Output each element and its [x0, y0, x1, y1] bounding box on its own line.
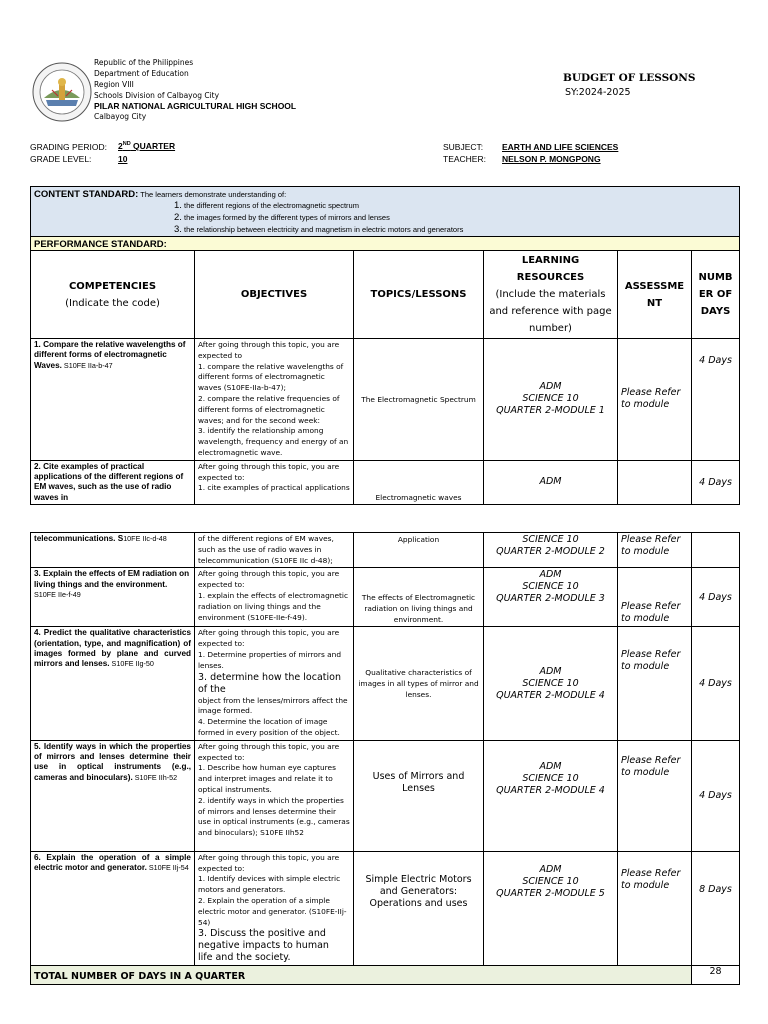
table-row [31, 568, 740, 627]
objective-cell: After going through this topic, you are expected to: 1. explain the effects of electromagnetic radiation on living things and the environment (S10FE-IIe-f-49). [195, 568, 354, 627]
total-days-value: 28 [692, 966, 740, 985]
competency-cell: 2. Cite examples of practical applications of the different regions of EM waves, such as the use of radio waves in [31, 460, 195, 504]
competency-cell: telecommunications. S10FE IIc-d-48 [31, 533, 195, 568]
header-assessment: ASSESSME NT [618, 251, 692, 339]
assessment-cell: Please Refer to module [618, 627, 692, 740]
teacher-value: NELSON P. MONGPONG [502, 154, 601, 164]
assessment-cell: Please Refer to module [618, 533, 692, 568]
assessment-cell: Please Refer to module [618, 851, 692, 966]
days-cell: 4 Days [692, 568, 740, 627]
resource-cell: ADM [484, 460, 618, 504]
school-seal [32, 62, 92, 122]
objective-cell: After going through this topic, you are expected to: 1. cite examples of practical applications [195, 460, 354, 504]
competency-cell: 1. Compare the relative wavelengths of different forms of electromagnetic Waves. S10FE IIa-b-47 [31, 339, 195, 461]
days-cell: 4 Days [692, 740, 740, 851]
grading-period-value: 2ND QUARTER [118, 141, 176, 151]
objective-cell: After going through this topic, you are expected to: 1. Describe how human eye captures and interpret images and relate it to optical instruments. 2. identify ways in which the properties of mirrors and lenses determine their use in optical instruments (e.g., cameras and binoculars); S10FE IIh52 [195, 740, 354, 851]
division-line: Schools Division of Calbayog City [94, 91, 220, 100]
assessment-cell: Please Refer to module [618, 339, 692, 461]
topic-cell: Electromagnetic waves [354, 460, 484, 504]
resource-cell: ADM SCIENCE 10 QUARTER 2-MODULE 4 [484, 740, 618, 851]
table-row [31, 460, 740, 504]
total-row [31, 966, 740, 985]
header-competencies: COMPETENCIES (Indicate the code) [31, 251, 195, 339]
grading-period-row [30, 142, 107, 152]
header-resources: LEARNING RESOURCES (Include the materials and reference with page number) [484, 251, 618, 339]
competency-cell: 6. Explain the operation of a simple electric motor and generator. S10FE IIj-54 [31, 851, 195, 966]
content-standard-item: 1. the different regions of the electromagnetic spectrum [174, 200, 359, 211]
performance-standard-label: PERFORMANCE STANDARD: [34, 239, 167, 250]
department-line: Department of Education [94, 69, 189, 78]
objective-cell: After going through this topic, you are expected to: 1. Identify devices with simple electric motors and generators. 2. Explain the operation of a simple electric motor and generator. (S10FE-IIj- 54) 3. Discuss the positive and negative impacts to human life and the society. [195, 851, 354, 966]
budget-table-part1 [30, 186, 740, 505]
school-year: SY:2024-2025 [565, 87, 631, 98]
content-standard-item: 3. the relationship between electricity and magnetism in electric motors and generators [174, 224, 464, 235]
grade-level-label: GRADE LEVEL: [30, 154, 92, 164]
objective-cell: of the different regions of EM waves, such as the use of radio waves in telecommunication (S10FE IIc d-48); [195, 533, 354, 568]
republic-line: Republic of the Philippines [94, 58, 194, 67]
total-label-cell [31, 966, 692, 985]
days-cell: 4 Days [692, 339, 740, 461]
document-title: BUDGET OF LESSONS [563, 72, 696, 84]
table-row [31, 740, 740, 851]
budget-table-part2 [30, 532, 740, 985]
days-cell: 8 Days [692, 851, 740, 966]
content-standard-cell [31, 187, 740, 237]
competency-cell: 3. Explain the effects of EM radiation on living things and the environment. S10FE IIe-f-49 [31, 568, 195, 627]
resource-cell: ADM SCIENCE 10 QUARTER 2-MODULE 4 [484, 627, 618, 740]
objective-cell: After going through this topic, you are expected to 1. compare the relative wavelengths of different forms of electromagnetic waves (S10FE-IIa-b-47); 2. compare the relative frequencies of different forms of electromagnetic waves; and for the second week: 3. identify the relationship among wavelength, frequency and energy of an electromagnetic wave. [195, 339, 354, 461]
subject-label: SUBJECT: [443, 142, 484, 152]
table-row [31, 339, 740, 461]
content-standard-intro: The learners demonstrate understanding of: [138, 190, 287, 199]
days-cell [692, 533, 740, 568]
header-topics: TOPICS/LESSONS [354, 251, 484, 339]
city-line: Calbayog City [94, 112, 147, 121]
assessment-cell [618, 460, 692, 504]
topic-cell: The effects of Electromagnetic radiation on living things and environment. [354, 568, 484, 627]
resource-cell: ADM SCIENCE 10 QUARTER 2-MODULE 3 [484, 568, 618, 627]
competency-cell: 4. Predict the qualitative characteristics (orientation, type, and magnification) of images formed by plane and curved mirrors and lenses. S10FE IIg-50 [31, 627, 195, 740]
school-name: PILAR NATIONAL AGRICULTURAL HIGH SCHOOL [94, 101, 297, 111]
subject-value: EARTH AND LIFE SCIENCES [502, 142, 619, 152]
region-line: Region VIII [94, 80, 134, 89]
objective-cell: After going through this topic, you are expected to: 1. Determine properties of mirrors and lenses. 3. determine how the location of the object from the lenses/mirrors affect the image formed. 4. Determine the location of image formed in every position of the object. [195, 627, 354, 740]
grading-period-label: GRADING PERIOD: [30, 142, 107, 152]
performance-standard-cell [31, 237, 740, 251]
table-row [31, 851, 740, 966]
grade-level-value: 10 [118, 154, 128, 164]
days-cell: 4 Days [692, 460, 740, 504]
total-label: TOTAL NUMBER OF DAYS IN A QUARTER [34, 971, 246, 983]
header-days: NUMB ER OF DAYS [692, 251, 740, 339]
topic-cell: Qualitative characteristics of images in all types of mirror and lenses. [354, 627, 484, 740]
resource-cell: SCIENCE 10 QUARTER 2-MODULE 2 [484, 533, 618, 568]
assessment-cell: Please Refer to module [618, 740, 692, 851]
table-row [31, 627, 740, 740]
topic-cell: Uses of Mirrors and Lenses [354, 740, 484, 851]
topic-cell: Simple Electric Motors and Generators: Operations and uses [354, 851, 484, 966]
resource-cell: ADM SCIENCE 10 QUARTER 2-MODULE 5 [484, 851, 618, 966]
topic-cell: The Electromagnetic Spectrum [354, 339, 484, 461]
resource-cell: ADM SCIENCE 10 QUARTER 2-MODULE 1 [484, 339, 618, 461]
table-row [31, 533, 740, 568]
competency-cell: 5. Identify ways in which the properties of mirrors and lenses determine their use in optical instruments (e.g., cameras and binoculars). S10FE IIh-52 [31, 740, 195, 851]
topic-cell: Application [354, 533, 484, 568]
content-standard-item: 2. the images formed by the different types of mirrors and lenses [174, 212, 390, 223]
teacher-label: TEACHER: [443, 154, 486, 164]
content-standard-label: CONTENT STANDARD: [34, 189, 139, 200]
header-objectives: OBJECTIVES [195, 251, 354, 339]
assessment-cell: Please Refer to module [618, 568, 692, 627]
days-cell: 4 Days [692, 627, 740, 740]
